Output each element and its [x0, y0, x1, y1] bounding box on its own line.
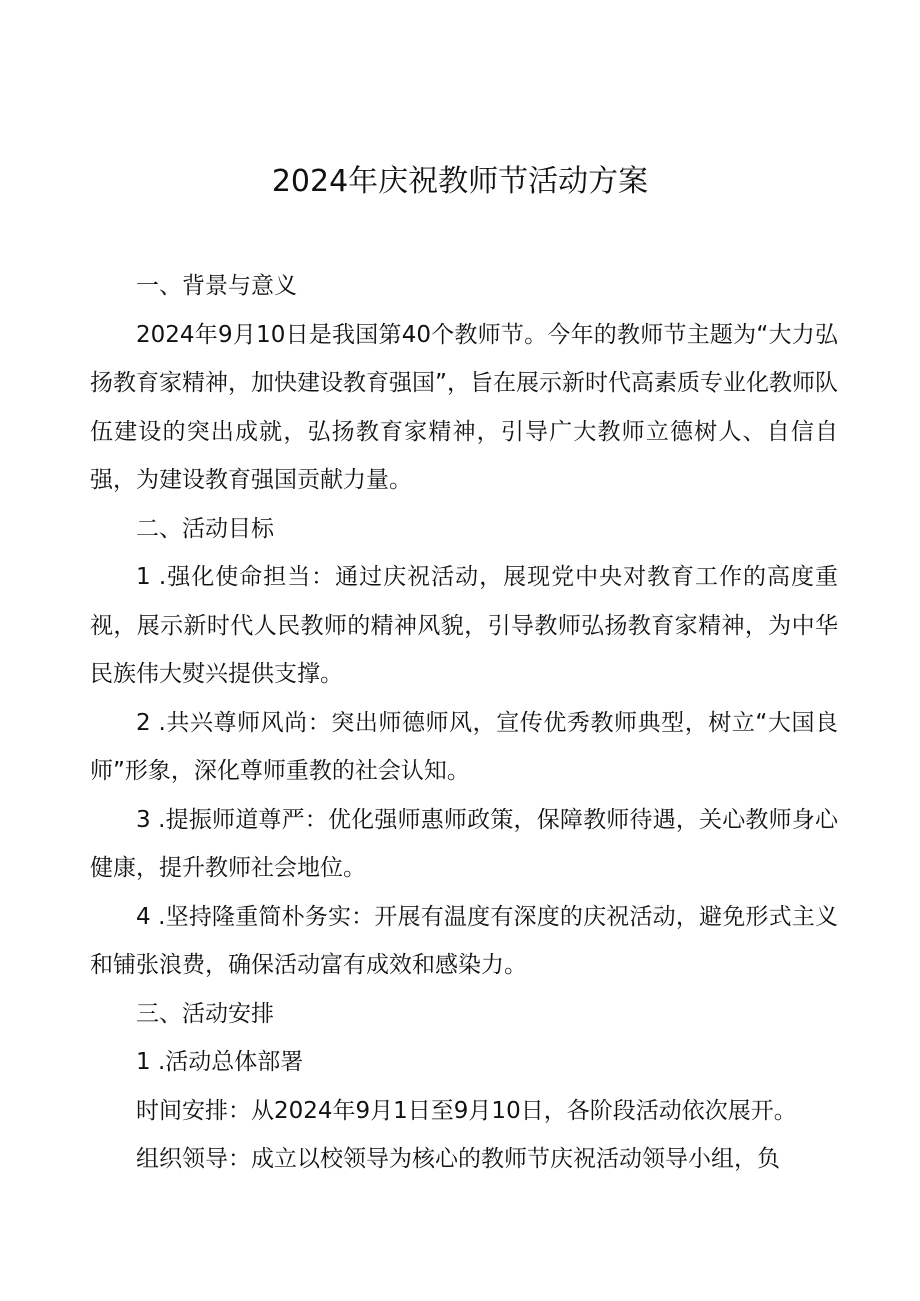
paragraph-organization: 组织领导：成立以校领导为核心的教师节庆祝活动领导小组，负 [136, 1146, 780, 1172]
section-heading-goals: 二、活动目标 [136, 515, 274, 542]
paragraph-goal-2: 2 .共兴尊师风尚：突出师德师风，宣传优秀教师典型，树立“大国良师”形象，深化尊师重教的社会认知。 [90, 709, 838, 784]
document-body [90, 262, 838, 1184]
section-heading-background: 一、背景与意义 [136, 273, 297, 299]
document-title: 2024年庆祝教师节活动方案 [271, 164, 649, 199]
paragraph-goal-3: 3 .提振师道尊严：优化强师惠师政策，保障教师待遇，关心教师身心健康，提升教师社会地位。 [90, 806, 838, 881]
subheading-overall-deployment: 1 .活动总体部署 [136, 1049, 304, 1075]
section-heading-arrangement: 三、活动安排 [136, 1000, 274, 1027]
paragraph-goal-4: 4 .坚持隆重简朴务实：开展有温度有深度的庆祝活动，避免形式主义和铺张浪费，确保活动富有成效和感染力。 [90, 903, 838, 978]
paragraph-background: 2024年9月10日是我国第40个教师节。今年的教师节主题为“大力弘扬教育家精神，加快建设教育强国”，旨在展示新时代高素质专业化教师队伍建设的突出成就，弘扬教育家精神，引导广大教师立德树人、自信自强，为建设教育强国贡献力量。 [90, 321, 838, 493]
paragraph-goal-1: 1 .强化使命担当：通过庆祝活动，展现党中央对教育工作的高度重视，展示新时代人民教师的精神风貌，引导教师弘扬教育家精神，为中华民族伟大熨兴提供支撑。 [90, 564, 838, 687]
paragraph-schedule: 时间安排：从2024年9月1日至9月10日，各阶段活动依次展开。 [136, 1097, 797, 1124]
